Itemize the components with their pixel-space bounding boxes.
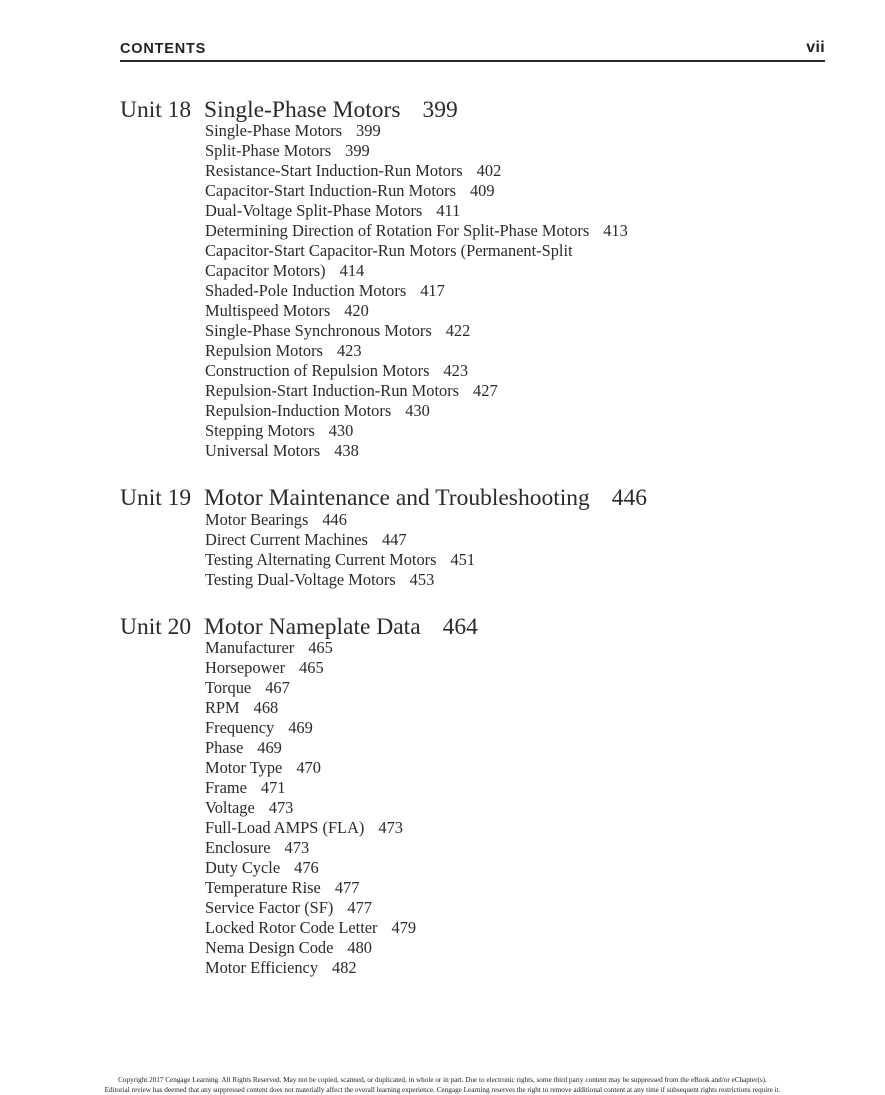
toc-entry-title: Service Factor (SF): [205, 898, 334, 917]
unit-page: 464: [442, 614, 478, 640]
toc-entry-title: Single-Phase Synchronous Motors: [205, 321, 432, 340]
toc-entry: [205, 421, 628, 441]
toc-entry: [205, 281, 628, 301]
toc-entry-page: 451: [450, 550, 476, 569]
unit-number: Unit 18: [120, 97, 192, 123]
unit-entries: [205, 121, 628, 461]
toc-entry-title: Voltage: [205, 798, 255, 817]
toc-entry: [205, 221, 628, 241]
toc-entry-title: Dual-Voltage Split-Phase Motors: [205, 201, 423, 220]
toc-entry-page: 467: [265, 678, 290, 697]
running-header: [120, 41, 825, 62]
toc-entry: [205, 798, 416, 818]
unit-title: Motor Maintenance and Troubleshooting: [204, 485, 590, 511]
toc-entry-title: Nema Design Code: [205, 938, 334, 957]
toc-entry-title: Phase: [205, 738, 244, 757]
copyright-line: Copyright 2017 Cengage Learning. All Rights Reserved. May not be copied, scanned, or duplicated, in whole or in part. Due to electronic rights, some third party content may be suppressed from the eBook and/or eChapter(s).: [118, 1076, 767, 1084]
toc-entry: [205, 678, 416, 698]
toc-entry: [205, 441, 628, 461]
toc-entry-title: Motor Efficiency: [205, 958, 319, 977]
toc-entry: [205, 550, 475, 570]
toc-entry-page: 453: [409, 570, 435, 589]
toc-entry-page: 479: [391, 918, 417, 937]
toc-entry-title: Repulsion-Induction Motors: [205, 401, 392, 420]
toc-entry-page: 420: [344, 301, 369, 320]
toc-entry: [205, 361, 628, 381]
toc-entry: [205, 718, 416, 738]
toc-entry: [205, 181, 628, 201]
toc-entry: [205, 838, 416, 858]
toc-entry-title: Torque: [205, 678, 252, 697]
toc-entry-title: Capacitor-Start Induction-Run Motors: [205, 181, 456, 200]
toc-entry: [205, 758, 416, 778]
toc-entry-page: 422: [445, 321, 471, 340]
toc-entry: [205, 898, 416, 918]
toc-entry-page: 438: [334, 441, 359, 460]
toc-entry: [205, 381, 628, 401]
toc-entry-page: 482: [332, 958, 357, 977]
toc-entry: [205, 301, 628, 321]
toc-entry-page: 423: [336, 341, 362, 360]
toc-entry-page: 414: [339, 261, 365, 280]
toc-entry: [205, 261, 628, 281]
toc-entry: [205, 918, 416, 938]
unit-title-line: [204, 613, 478, 641]
toc-entry: [205, 878, 416, 898]
toc-entry-page: 465: [308, 638, 333, 657]
toc-entry-page: 468: [253, 698, 279, 717]
toc-entry-title: Temperature Rise: [205, 878, 321, 897]
toc-entry-page: 430: [405, 401, 430, 420]
toc-entry-title: Capacitor Motors): [205, 261, 326, 280]
toc-entry: [205, 658, 416, 678]
toc-entry-title: Frame: [205, 778, 247, 797]
unit-entries: [205, 510, 475, 590]
toc-entry: [205, 201, 628, 221]
toc-entry: [205, 958, 416, 978]
toc-entry-title: Motor Bearings: [205, 510, 309, 529]
toc-entry: [205, 121, 628, 141]
toc-entry-page: 399: [345, 141, 370, 160]
toc-entry: [205, 530, 475, 550]
toc-entry-page: 471: [260, 778, 286, 797]
toc-entry-title: Repulsion Motors: [205, 341, 323, 360]
toc-entry: [205, 778, 416, 798]
toc-entry-page: 470: [296, 758, 321, 777]
toc-entry: [205, 241, 628, 261]
toc-entry: [205, 858, 416, 878]
toc-entry: [205, 638, 416, 658]
toc-entry-page: 409: [469, 181, 495, 200]
toc-entry-title: Construction of Repulsion Motors: [205, 361, 430, 380]
toc-entry-title: Full-Load AMPS (FLA): [205, 818, 365, 837]
toc-entry-page: 402: [476, 161, 502, 180]
toc-entry-page: 465: [299, 658, 324, 677]
toc-entry: [205, 341, 628, 361]
toc-entry: [205, 321, 628, 341]
toc-entry-page: 469: [257, 738, 282, 757]
toc-entry: [205, 738, 416, 758]
toc-entry-title: Universal Motors: [205, 441, 321, 460]
toc-entry: [205, 401, 628, 421]
copyright-footer: [0, 1075, 885, 1095]
toc-entry-page: 447: [381, 530, 407, 549]
toc-entry-page: 417: [420, 281, 445, 300]
unit-title: Single-Phase Motors: [204, 97, 401, 123]
toc-entry: [205, 698, 416, 718]
toc-entry-title: Resistance-Start Induction-Run Motors: [205, 161, 463, 180]
unit-page: 446: [611, 485, 648, 511]
unit-title: Motor Nameplate Data: [204, 614, 421, 640]
toc-entry-title: Repulsion-Start Induction-Run Motors: [205, 381, 460, 400]
toc-entry: [205, 141, 628, 161]
toc-entry-title: Testing Alternating Current Motors: [205, 550, 437, 569]
unit-title-line: [204, 484, 647, 512]
toc-entry-title: Determining Direction of Rotation For Split-Phase Motors: [205, 221, 590, 240]
unit-number: Unit 20: [120, 614, 192, 640]
toc-entry-page: 430: [328, 421, 354, 440]
toc-entry-page: 446: [322, 510, 347, 529]
toc-entry-title: Horsepower: [205, 658, 286, 677]
toc-entry-title: Manufacturer: [205, 638, 295, 657]
toc-entry-title: Capacitor-Start Capacitor-Run Motors (Permanent-Split: [205, 241, 573, 260]
toc-entry-page: 423: [443, 361, 469, 380]
toc-entry-title: Split-Phase Motors: [205, 141, 332, 160]
toc-entry-page: 477: [334, 878, 360, 897]
unit-page: 399: [422, 97, 458, 123]
toc-entry-page: 469: [288, 718, 313, 737]
toc-entry-title: Enclosure: [205, 838, 271, 857]
toc-entry-page: 427: [473, 381, 498, 400]
unit-number: Unit 19: [120, 485, 192, 511]
toc-entry-page: 473: [378, 818, 403, 837]
toc-entry: [205, 570, 475, 590]
toc-entry-page: 399: [356, 121, 381, 140]
toc-entry: [205, 510, 475, 530]
toc-entry-title: Testing Dual-Voltage Motors: [205, 570, 396, 589]
toc-entry-title: RPM: [205, 698, 240, 717]
toc-entry-page: 480: [347, 938, 372, 957]
toc-entry-page: 476: [294, 858, 319, 877]
toc-entry-title: Multispeed Motors: [205, 301, 331, 320]
page-number: vii: [806, 39, 825, 56]
toc-entry: [205, 938, 416, 958]
toc-entry: [205, 818, 416, 838]
running-header-title: CONTENTS: [120, 41, 207, 57]
toc-entry-page: 477: [347, 898, 372, 917]
unit-title-line: [204, 96, 458, 124]
toc-entry-title: Direct Current Machines: [205, 530, 368, 549]
toc-entry-title: Frequency: [205, 718, 275, 737]
toc-entry-page: 411: [436, 201, 461, 220]
toc-entry-page: 473: [284, 838, 310, 857]
toc-entry-title: Shaded-Pole Induction Motors: [205, 281, 407, 300]
copyright-line: Editorial review has deemed that any suppressed content does not materially affect the overall learning experience. Cengage Learning reserves the right to remove additional content at any time if subsequent rights restrictions require it.: [104, 1086, 781, 1094]
toc-entry-title: Locked Rotor Code Letter: [205, 918, 378, 937]
unit-entries: [205, 638, 416, 978]
toc-entry-title: Single-Phase Motors: [205, 121, 343, 140]
toc-entry-page: 413: [603, 221, 628, 240]
toc-entry-page: 473: [268, 798, 294, 817]
toc-entry-title: Duty Cycle: [205, 858, 281, 877]
toc-entry-title: Motor Type: [205, 758, 283, 777]
toc-entry-title: Stepping Motors: [205, 421, 315, 440]
toc-entry: [205, 161, 628, 181]
